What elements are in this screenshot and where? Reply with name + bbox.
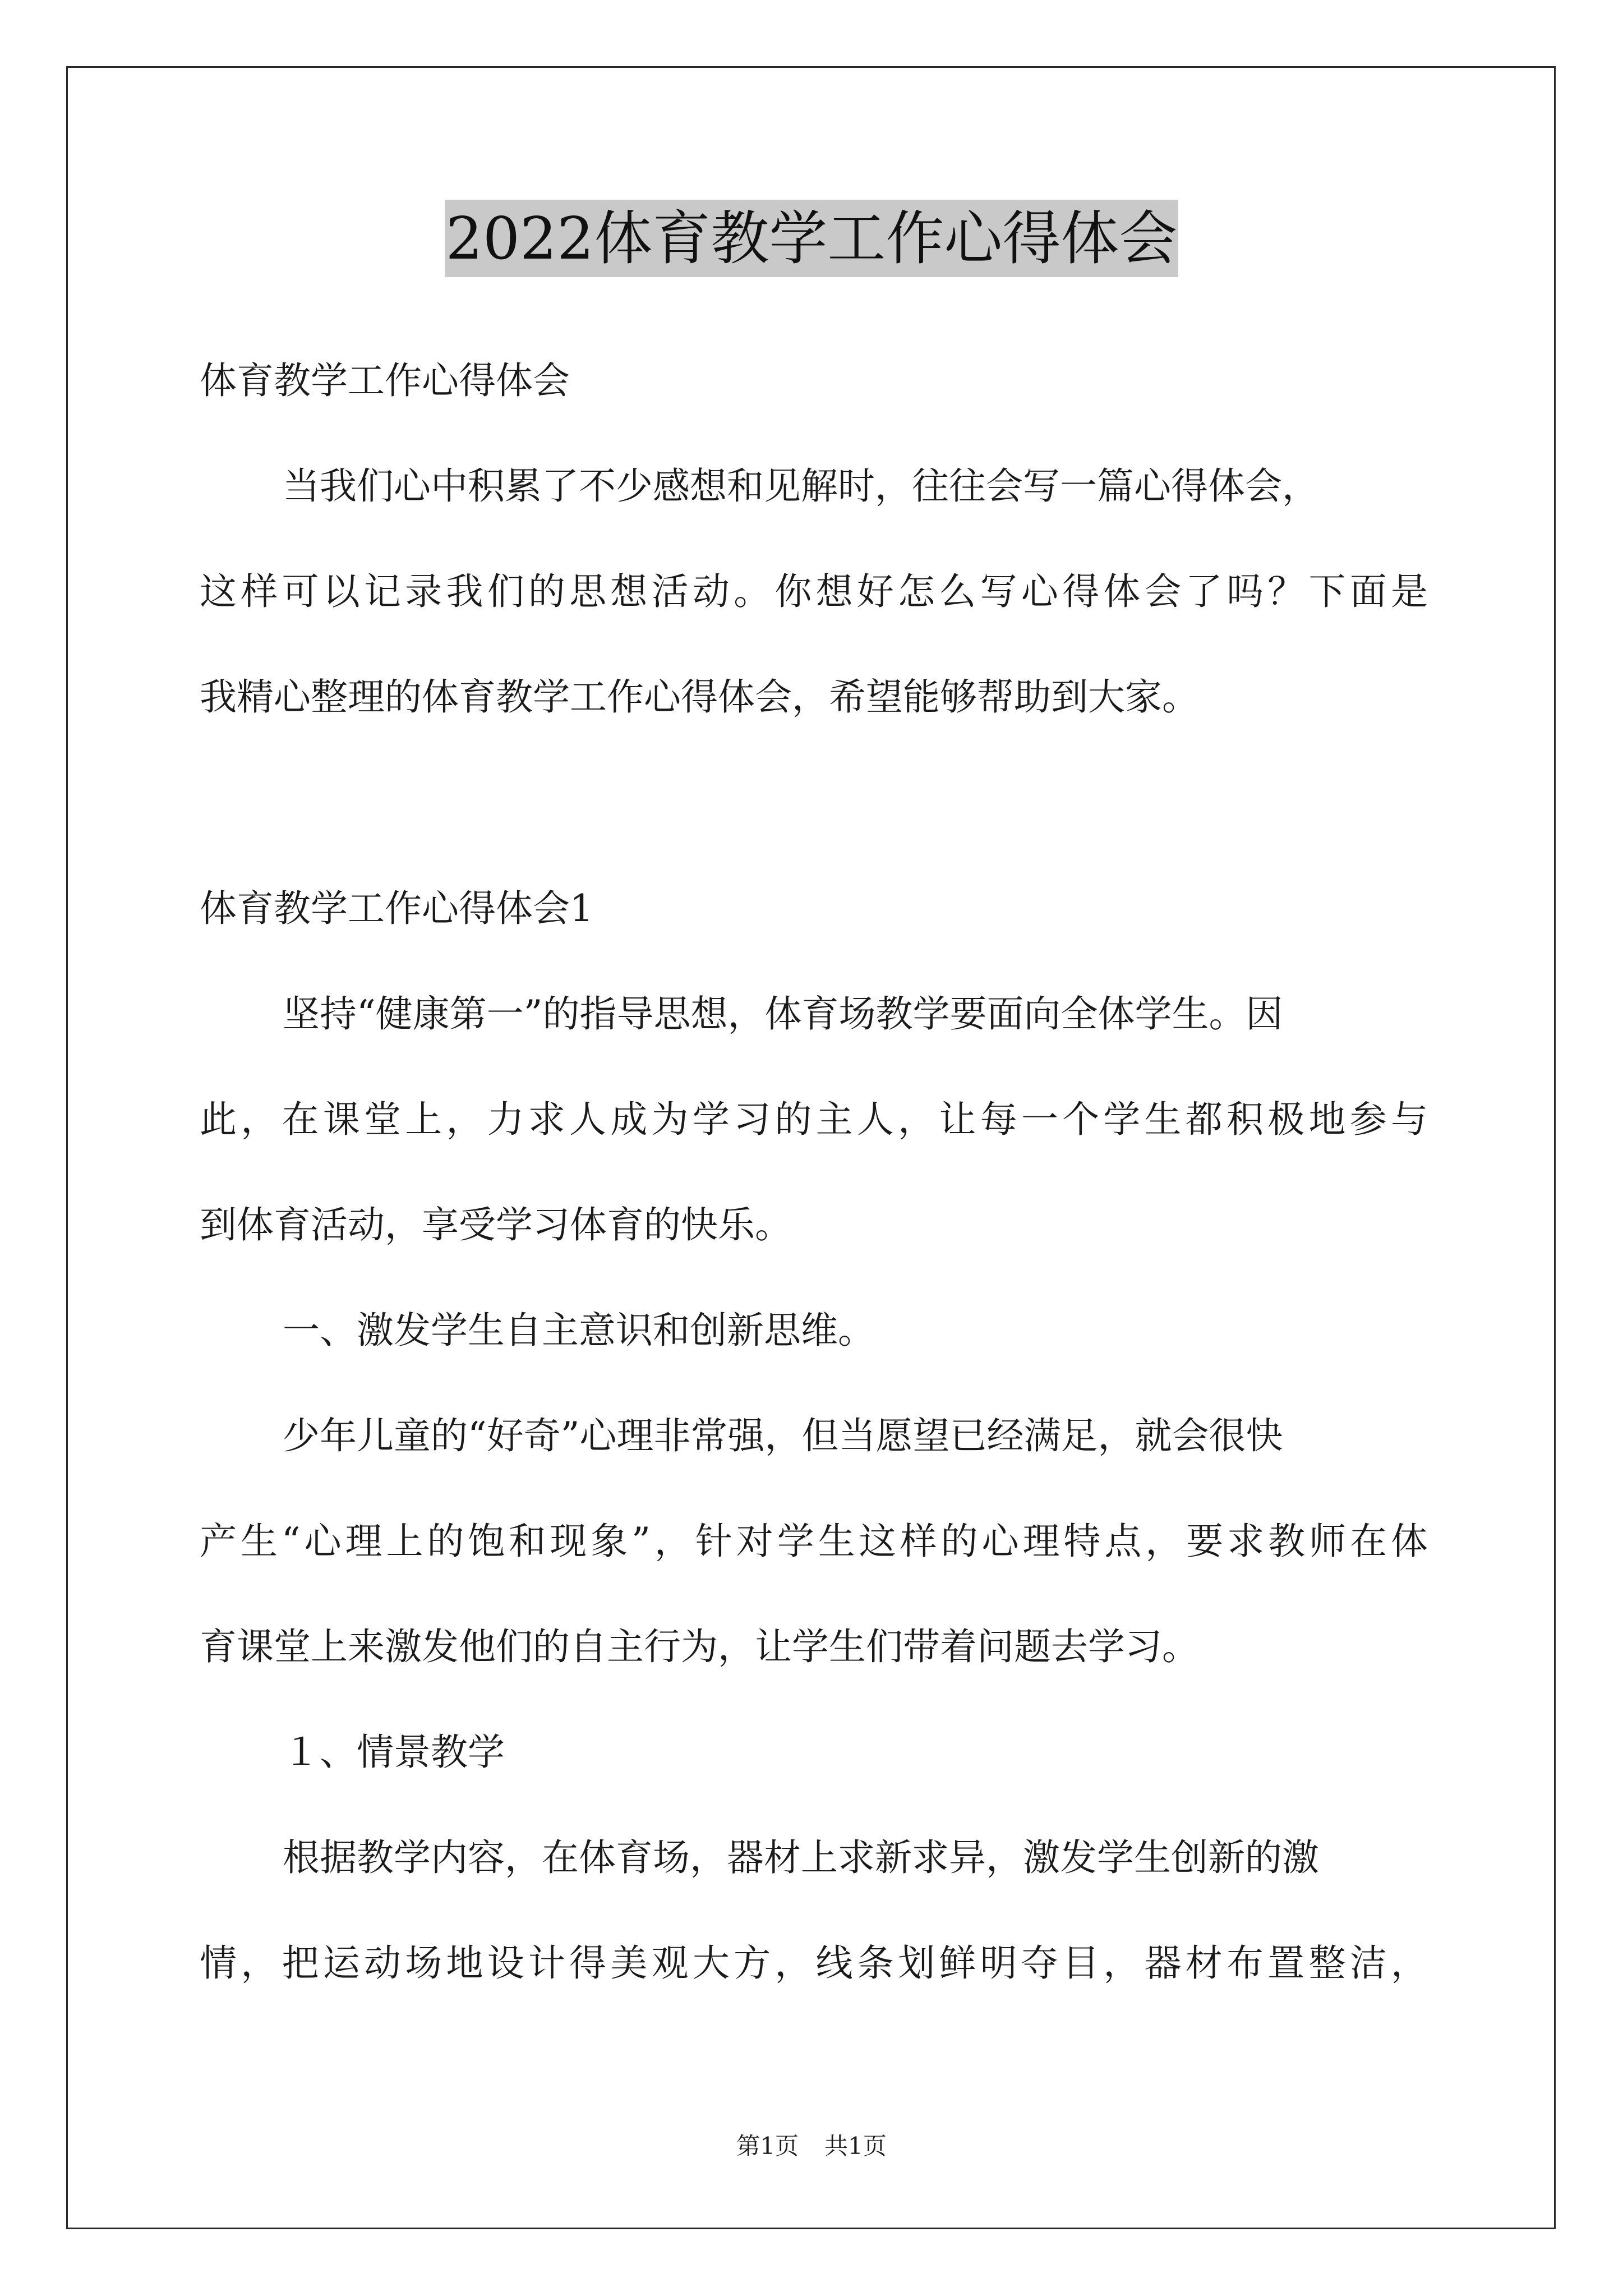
paragraph-line: 这样可以记录我们的思想活动。你想好怎么写心得体会了吗？下面是 <box>200 570 1428 613</box>
subtitle-line: 体育教学工作心得体会 <box>200 359 570 402</box>
paragraph-line: 产生“心理上的饱和现象”，针对学生这样的心理特点，要求教师在体 <box>200 1520 1428 1563</box>
paragraph-line: １、情景教学 <box>283 1731 505 1774</box>
page-footer <box>0 2131 1623 2162</box>
paragraph-line: 一、激发学生自主意识和创新思维。 <box>283 1309 875 1352</box>
paragraph-line: 当我们心中积累了不少感想和见解时，往往会写一篇心得体会， <box>283 464 1319 508</box>
section-heading: 体育教学工作心得体会1 <box>200 887 593 930</box>
paragraph-line: 坚持“健康第一”的指导思想，体育场教学要面向全体学生。因 <box>283 992 1283 1036</box>
page-number: 第1页 <box>736 2132 799 2160</box>
paragraph-line: 此，在课堂上，力求人成为学习的主人，让每一个学生都积极地参与 <box>200 1098 1428 1141</box>
paragraph-line: 情，把运动场地设计得美观大方，线条划鲜明夺目，器材布置整洁， <box>200 1941 1428 1985</box>
paragraph-line: 少年儿童的“好奇”心理非常强，但当愿望已经满足，就会很快 <box>283 1414 1283 1457</box>
title-wrap <box>0 200 1623 277</box>
paragraph-line: 到体育活动，享受学习体育的快乐。 <box>200 1203 792 1246</box>
paragraph-line: 根据教学内容，在体育场，器材上求新求异，激发学生创新的激 <box>283 1836 1319 1879</box>
document-title: 2022体育教学工作心得体会 <box>445 200 1179 277</box>
page-total: 共1页 <box>824 2132 887 2160</box>
paragraph-line: 育课堂上来激发他们的自主行为，让学生们带着问题去学习。 <box>200 1625 1199 1668</box>
paragraph-line: 我精心整理的体育教学工作心得体会，希望能够帮助到大家。 <box>200 675 1199 719</box>
